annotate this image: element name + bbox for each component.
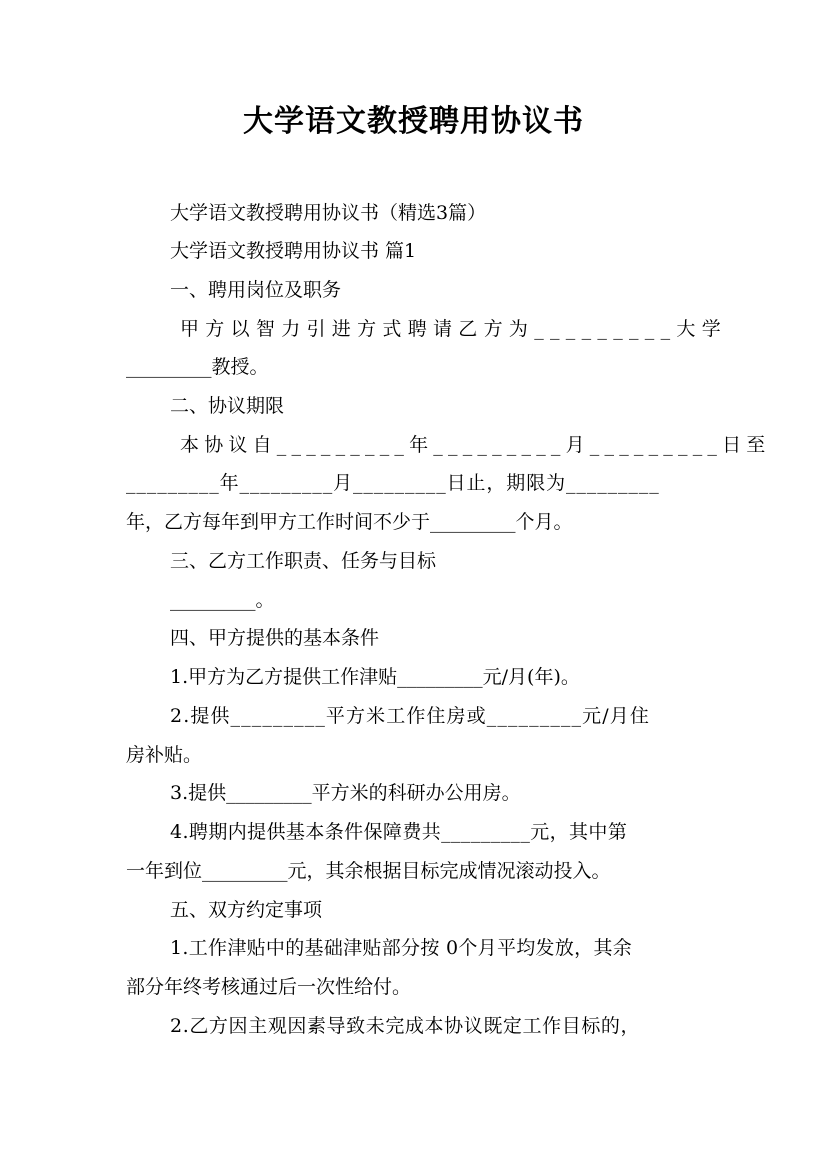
doc-line-article-heading: 大学语文教授聘用协议书 篇1 xyxy=(170,240,417,262)
doc-line-section-1-heading: 一、聘用岗位及职务 xyxy=(170,279,342,301)
doc-line-section-5-heading: 五、双方约定事项 xyxy=(170,899,323,921)
doc-line-section-4-item-3: 3.提供_________平方米的科研办公用房。 xyxy=(170,782,521,804)
doc-line-section-1-text-cont: _________教授。 xyxy=(126,356,269,378)
doc-line-section-2-text: 本协议自_________年_________月_________日至 xyxy=(180,434,771,456)
doc-line-section-2-heading: 二、协议期限 xyxy=(170,395,285,417)
doc-line-section-3-text: _________。 xyxy=(170,589,275,611)
doc-line-section-4-item-4: 4.聘期内提供基本条件保障费共_________元，其中第 xyxy=(170,821,628,843)
doc-line-section-4-item-1: 1.甲方为乙方提供工作津贴_________元/月(年)。 xyxy=(170,666,580,688)
doc-line-section-3-heading: 三、乙方工作职责、任务与目标 xyxy=(170,550,437,572)
doc-line-section-2-text-cont: _________年_________月_________日止，期限为_________ xyxy=(126,472,660,494)
doc-line-section-5-item-1: 1.工作津贴中的基础津贴部分按 0个月平均发放，其余 xyxy=(170,937,633,959)
doc-line-section-5-item-2: 2.乙方因主观因素导致未完成本协议既定工作目标的， xyxy=(170,1015,641,1037)
doc-line-section-5-item-1-cont: 部分年终考核通过后一次性给付。 xyxy=(126,976,412,998)
doc-line-section-4-item-4-cont: 一年到位_________元，其余根据目标完成情况滚动投入。 xyxy=(126,860,611,882)
doc-line-section-2-text-end: 年，乙方每年到甲方工作时间不少于_________个月。 xyxy=(126,511,573,533)
doc-line-section-4-item-2-cont: 房补贴。 xyxy=(126,744,203,766)
doc-line-section-4-heading: 四、甲方提供的基本条件 xyxy=(170,627,380,649)
doc-line-section-1-text: 甲方以智力引进方式聘请乙方为_________大学 xyxy=(180,318,728,340)
doc-line-collection-title: 大学语文教授聘用协议书（精选3篇） xyxy=(170,202,487,224)
doc-line-section-4-item-2: 2.提供_________平方米工作住房或_________元/月住 xyxy=(170,705,650,727)
document-title: 大学语文教授聘用协议书 xyxy=(243,104,584,139)
